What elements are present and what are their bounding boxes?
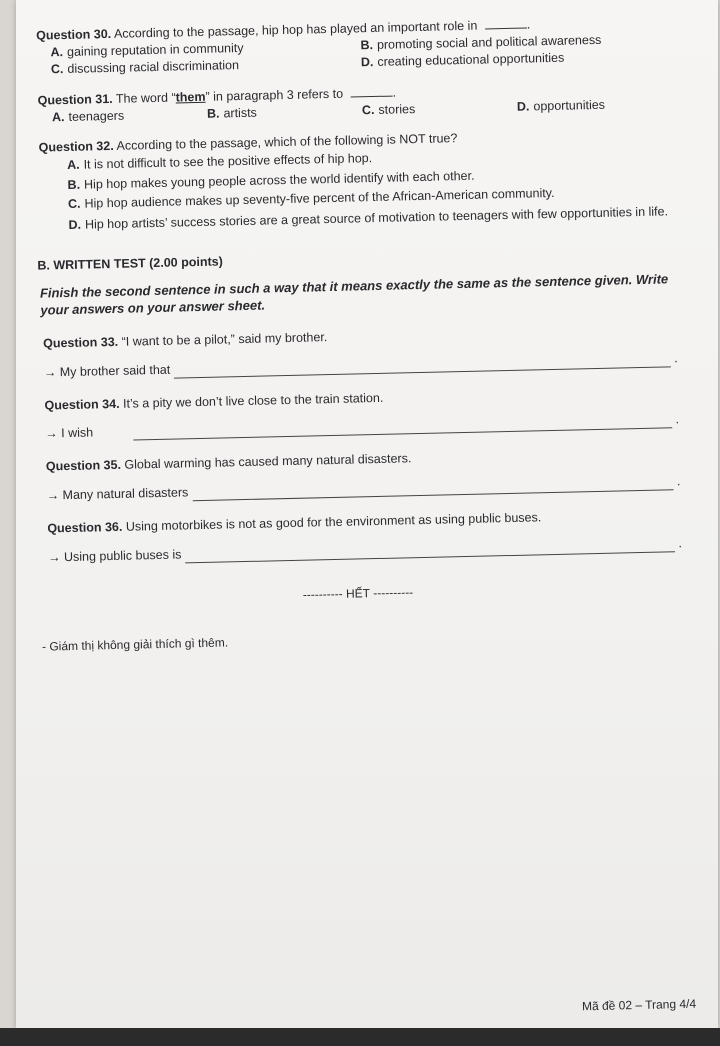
question-35	[30, 444, 680, 476]
page-footer: Mã đề 02 – Trang 4/4	[581, 996, 697, 1014]
punctuation: .	[676, 474, 681, 489]
option-text: teenagers	[68, 108, 125, 124]
answer-blank	[485, 18, 527, 30]
option-text: promoting social and political awareness	[376, 32, 602, 52]
question-36	[31, 506, 681, 538]
question-label: Question 31.	[37, 91, 113, 108]
option-text: Hip hop makes young people across the world identify with each other.	[83, 168, 475, 192]
question-prompt: It’s a pity we don’t live close to the train station.	[122, 390, 384, 411]
answer-blank	[350, 85, 392, 97]
question-label: Question 36.	[47, 519, 123, 536]
option-letter: B.	[67, 177, 81, 192]
answer-line-35	[30, 473, 680, 505]
option-text: It is not difficult to see the positive effects of hip hop.	[83, 151, 373, 172]
option-c	[362, 98, 517, 118]
option-text: gaining reputation in community	[66, 40, 244, 59]
question-34	[28, 383, 678, 415]
writing-line	[185, 541, 674, 563]
option-letter: C.	[361, 102, 375, 117]
option-letter: B.	[206, 105, 220, 121]
answer-start: → My brother said that	[43, 362, 171, 380]
writing-line	[133, 418, 672, 441]
option-text: opportunities	[533, 97, 606, 113]
writing-line	[174, 356, 670, 378]
question-label: Question 32.	[38, 139, 114, 155]
question-prompt: Using motorbikes is not as good for the environment as using public buses.	[125, 510, 542, 534]
answer-start: → I wish	[45, 425, 94, 441]
punctuation: .	[526, 17, 531, 32]
option-b	[207, 102, 362, 122]
option-text: Hip hop artists’ success stories are a great source of motivation to teenagers with few opportunities in life.	[84, 204, 669, 232]
question-label: Question 35.	[45, 458, 122, 474]
options-list	[23, 142, 675, 237]
option-text: stories	[378, 101, 416, 117]
option-d	[517, 95, 672, 115]
answer-line-36	[32, 535, 682, 567]
end-of-exam-mark: ---------- HẾT ----------	[302, 585, 414, 602]
question-prompt: “I want to be a pilot,” said my brother.	[121, 329, 328, 349]
punctuation: .	[392, 85, 397, 100]
option-letter: A.	[51, 109, 65, 124]
question-stem: According to the passage, hip hop has played an important role in	[113, 18, 478, 41]
writing-line	[192, 479, 673, 501]
option-text: discussing racial discrimination	[67, 57, 240, 76]
proctor-note: - Giám thị không giải thích gì thêm.	[41, 635, 229, 654]
question-prompt: Global warming has caused many natural disasters.	[124, 451, 412, 473]
question-stem-part: The word “	[115, 90, 176, 106]
option-letter: A.	[50, 44, 64, 60]
option-text: Hip hop audience makes up seventy-five percent of the African-American community.	[84, 185, 555, 211]
answer-line-34	[29, 412, 679, 444]
option-letter: D.	[360, 54, 374, 70]
underlined-keyword: them	[175, 89, 206, 105]
option-letter: C.	[50, 61, 64, 77]
answer-start: → Using public buses is	[47, 547, 182, 565]
punctuation: .	[674, 350, 678, 365]
exam-content	[20, 13, 684, 655]
question-label: Question 30.	[36, 26, 112, 43]
question-label: Question 33.	[43, 334, 119, 351]
answer-line-33	[28, 350, 678, 382]
punctuation: .	[678, 536, 683, 551]
question-33	[27, 321, 677, 353]
question-stem-part: ” in paragraph 3 refers to	[205, 86, 344, 104]
option-letter: D.	[516, 98, 530, 114]
option-text: artists	[223, 105, 257, 120]
answer-start: → Many natural disasters	[46, 485, 189, 503]
option-a	[52, 105, 207, 125]
option-text: creating educational opportunities	[377, 50, 565, 69]
punctuation: .	[675, 412, 680, 427]
question-label: Question 34.	[44, 396, 120, 413]
option-letter: B.	[360, 37, 374, 53]
dark-surface-edge	[0, 1028, 720, 1046]
section-instruction: Finish the second sentence in such a way that it means exactly the same as the sentence given. Write your answers on your answer sheet.	[39, 271, 669, 318]
section-title: B. WRITTEN TEST (2.00 points)	[37, 254, 223, 273]
option-letter: C.	[67, 196, 81, 211]
option-letter: D.	[68, 218, 82, 233]
question-stem: According to the passage, which of the following is NOT true?	[116, 131, 458, 154]
option-letter: A.	[66, 157, 80, 173]
